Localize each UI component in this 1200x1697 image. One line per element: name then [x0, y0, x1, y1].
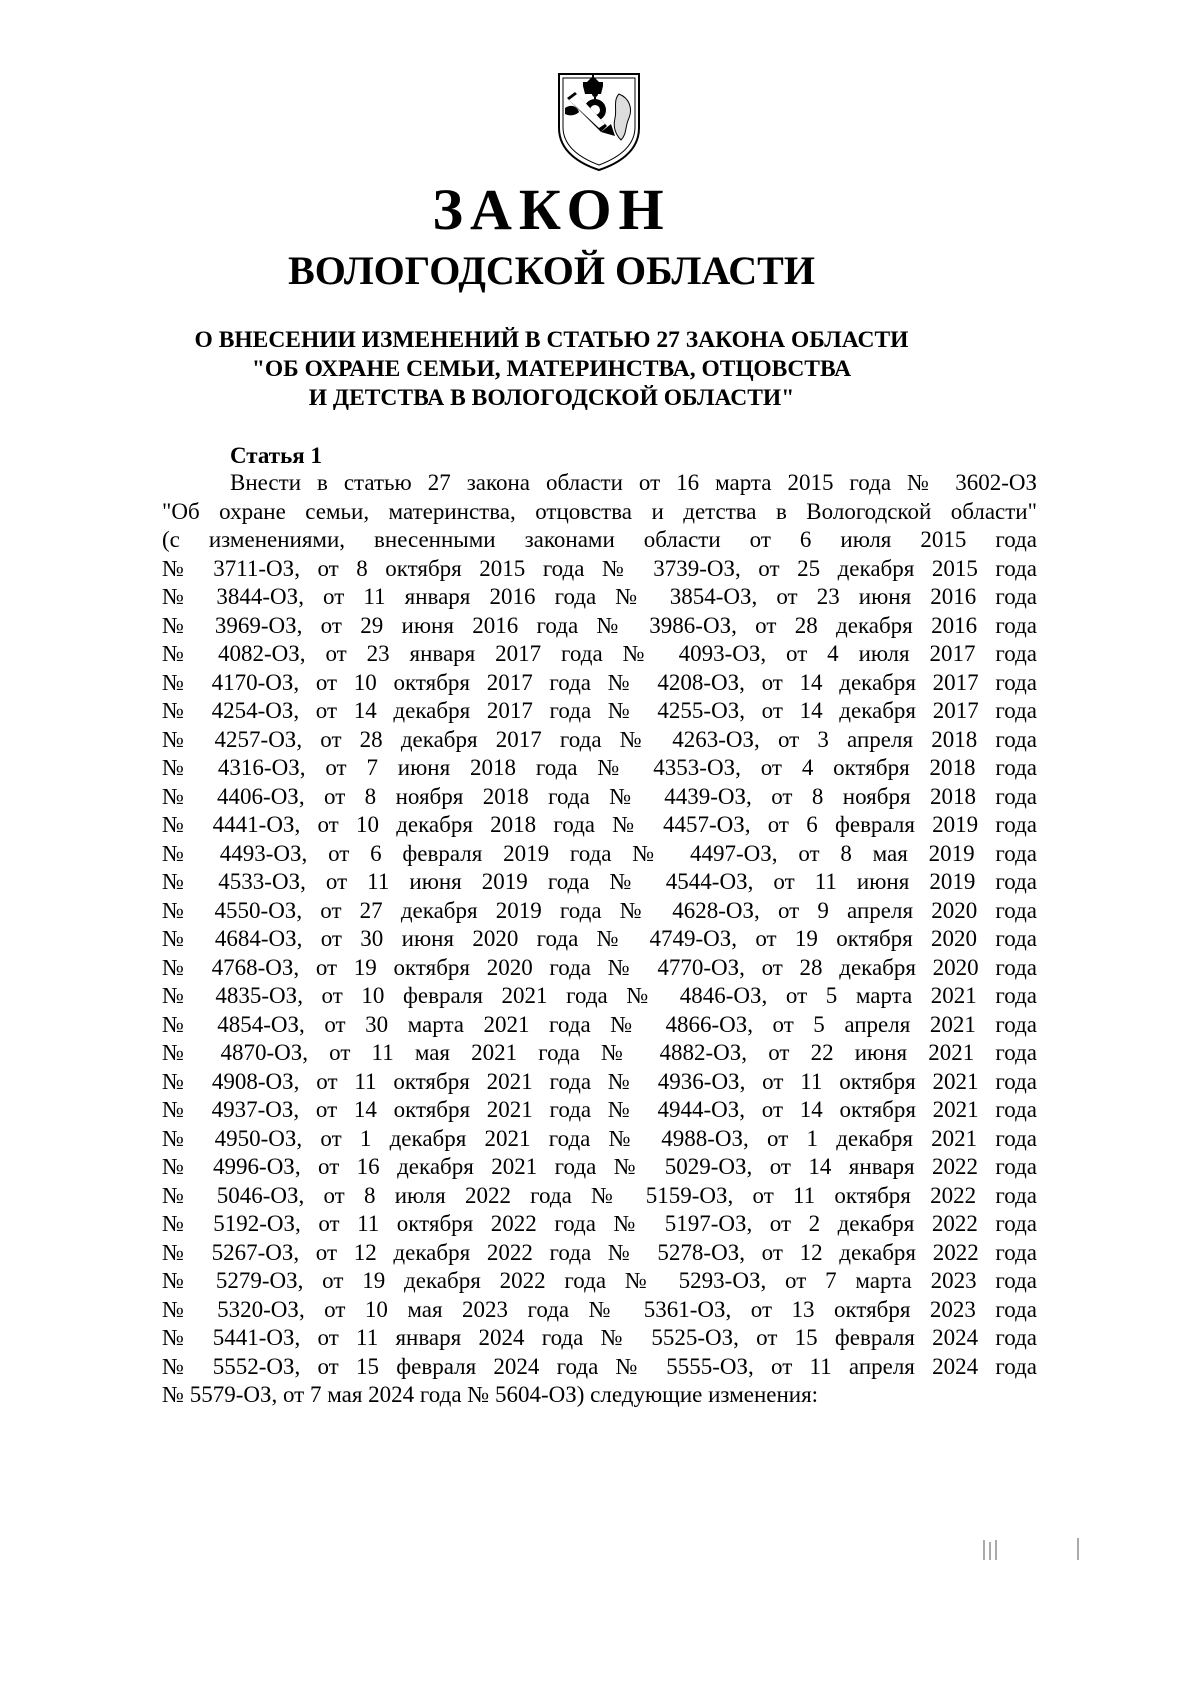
- body-line: № 5267-ОЗ, от 12 декабря 2022 года № 5278-ОЗ, от 12 декабря 2022 года: [162, 1239, 1037, 1265]
- body-line: № 4937-ОЗ, от 14 октября 2021 года № 4944-ОЗ, от 14 октября 2021 года: [162, 1097, 1037, 1122]
- body-line: № 4950-ОЗ, от 1 декабря 2021 года № 4988-ОЗ, от 1 декабря 2021 года: [162, 1125, 1037, 1151]
- scan-artifact-marks: [960, 1532, 1080, 1560]
- body-line: № 5320-ОЗ, от 10 мая 2023 года № 5361-ОЗ, от 13 октября 2023 года: [162, 1296, 1037, 1322]
- subject-line: "ОБ ОХРАНЕ СЕМЬИ, МАТЕРИНСТВА, ОТЦОВСТВА: [251, 356, 852, 382]
- body-line: № 4870-ОЗ, от 11 мая 2021 года № 4882-ОЗ, от 22 июня 2021 года: [162, 1040, 1037, 1065]
- body-line: № 5279-ОЗ, от 19 декабря 2022 года № 5293-ОЗ, от 7 марта 2023 года: [162, 1268, 1037, 1293]
- body-line: (с изменениями, внесенными законами области от 6 июля 2015 года: [162, 527, 1037, 552]
- coat-of-arms-emblem: [555, 68, 643, 172]
- body-line: № 4082-ОЗ, от 23 января 2017 года № 4093-ОЗ, от 4 июля 2017 года: [162, 641, 1037, 666]
- body-line: "Об охране семьи, материнства, отцовства и детства в Вологодской области": [162, 498, 1037, 524]
- body-line: № 4441-ОЗ, от 10 декабря 2018 года № 4457-ОЗ, от 6 февраля 2019 года: [162, 812, 1037, 837]
- subject-line: О ВНЕСЕНИИ ИЗМЕНЕНИЙ В СТАТЬЮ 27 ЗАКОНА ОБЛАСТИ: [194, 327, 909, 353]
- body-line: № 4406-ОЗ, от 8 ноября 2018 года № 4439-ОЗ, от 8 ноября 2018 года: [162, 783, 1037, 809]
- body-line: № 4493-ОЗ, от 6 февраля 2019 года № 4497-ОЗ, от 8 мая 2019 года: [162, 840, 1037, 866]
- body-line: № 4835-ОЗ, от 10 февраля 2021 года № 4846-ОЗ, от 5 марта 2021 года: [162, 983, 1037, 1008]
- article-heading: Статья 1: [230, 443, 322, 468]
- body-line: № 4908-ОЗ, от 11 октября 2021 года № 4936-ОЗ, от 11 октября 2021 года: [162, 1068, 1037, 1094]
- law-subject: [0, 326, 1103, 413]
- body-line: № 5441-ОЗ, от 11 января 2024 года № 5525-ОЗ, от 15 февраля 2024 года: [162, 1325, 1037, 1350]
- body-line: Внести в статью 27 закона области от 16 марта 2015 года № 3602-ОЗ: [230, 470, 1037, 495]
- body-line: № 5192-ОЗ, от 11 октября 2022 года № 5197-ОЗ, от 2 декабря 2022 года: [162, 1211, 1037, 1236]
- body-line: № 4684-ОЗ, от 30 июня 2020 года № 4749-ОЗ, от 19 октября 2020 года: [162, 926, 1037, 951]
- subject-line: И ДЕТСТВА В ВОЛОГОДСКОЙ ОБЛАСТИ": [308, 385, 795, 411]
- body-line: № 3969-ОЗ, от 29 июня 2016 года № 3986-ОЗ, от 28 декабря 2016 года: [162, 612, 1037, 638]
- body-line: № 4316-ОЗ, от 7 июня 2018 года № 4353-ОЗ, от 4 октября 2018 года: [162, 755, 1037, 780]
- body-line: № 4254-ОЗ, от 14 декабря 2017 года № 4255-ОЗ, от 14 декабря 2017 года: [162, 698, 1037, 723]
- document-subtitle: ВОЛОГОДСКОЙ ОБЛАСТИ: [288, 248, 815, 293]
- document-title: ЗАКОН: [432, 177, 671, 242]
- body-line: № 4170-ОЗ, от 10 октября 2017 года № 4208-ОЗ, от 14 декабря 2017 года: [162, 669, 1037, 695]
- body-line: № 4854-ОЗ, от 30 марта 2021 года № 4866-ОЗ, от 5 апреля 2021 года: [162, 1011, 1037, 1037]
- body-line: № 4257-ОЗ, от 28 декабря 2017 года № 4263-ОЗ, от 3 апреля 2018 года: [162, 726, 1037, 752]
- body-line: № 4550-ОЗ, от 27 декабря 2019 года № 4628-ОЗ, от 9 апреля 2020 года: [162, 897, 1037, 923]
- body-line: № 5579-ОЗ, от 7 мая 2024 года № 5604-ОЗ) следующие изменения:: [162, 1382, 819, 1407]
- body-line: № 3844-ОЗ, от 11 января 2016 года № 3854-ОЗ, от 23 июня 2016 года: [162, 584, 1037, 609]
- body-line: № 4533-ОЗ, от 11 июня 2019 года № 4544-ОЗ, от 11 июня 2019 года: [162, 869, 1037, 894]
- body-line: № 5552-ОЗ, от 15 февраля 2024 года № 5555-ОЗ, от 11 апреля 2024 года: [162, 1353, 1037, 1379]
- body-line: № 3711-ОЗ, от 8 октября 2015 года № 3739-ОЗ, от 25 декабря 2015 года: [162, 555, 1037, 581]
- body-line: № 5046-ОЗ, от 8 июля 2022 года № 5159-ОЗ, от 11 октября 2022 года: [162, 1182, 1037, 1208]
- body-line: № 4996-ОЗ, от 16 декабря 2021 года № 5029-ОЗ, от 14 января 2022 года: [162, 1154, 1037, 1179]
- body-line: № 4768-ОЗ, от 19 октября 2020 года № 4770-ОЗ, от 28 декабря 2020 года: [162, 954, 1037, 980]
- article-body: [162, 469, 1037, 1410]
